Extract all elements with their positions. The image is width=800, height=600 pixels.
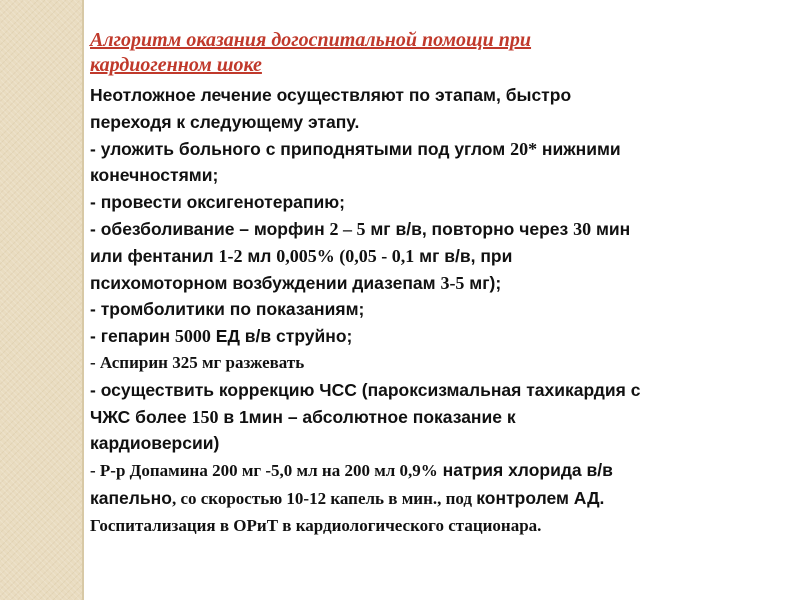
step-3-interval: 30 — [573, 218, 592, 239]
step-8-text-c: капельно — [90, 487, 172, 508]
step-2-line: - провести оксигенотерапию; — [90, 192, 345, 213]
step-5-text-a: - гепарин — [90, 326, 175, 347]
intro-line-2: переходя к следующему этапу. — [90, 111, 360, 132]
step-3-concentration: 0,005% (0,05 - 0,1 — [276, 245, 415, 266]
slide-title — [90, 28, 780, 78]
title-line-2: кардиогенном шоке — [90, 54, 262, 76]
step-3-text-f: мг в/в, при — [414, 245, 513, 266]
step-3-text-e: мл — [242, 245, 277, 266]
slide-body — [90, 82, 780, 540]
step-7-line-2 — [90, 404, 780, 431]
step-8-line-1 — [90, 457, 780, 485]
step-3-dose-morphine: 2 – 5 — [329, 218, 366, 239]
step-1-text-b: нижними — [537, 138, 621, 159]
step-3-line-2 — [90, 243, 780, 270]
step-5-line — [90, 323, 780, 350]
step-6-line: - Аспирин 325 мг разжевать — [90, 352, 305, 372]
step-1-angle: 20* — [510, 138, 538, 159]
step-7-heart-rate: 150 — [191, 406, 219, 427]
step-8-text-a: - Р-р Допамина 200 мг -5,0 мл на 200 мл 0,9% — [90, 461, 438, 481]
step-8-text-e: контролем АД. — [476, 487, 605, 508]
step-7-line-3: кардиоверсии) — [90, 433, 220, 454]
step-3-text-c: мин — [591, 218, 631, 239]
step-3-text-d: или фентанил — [90, 245, 219, 266]
intro-line-1: Неотложное лечение осуществляют по этапам, быстро — [90, 85, 572, 105]
step-3-line-1 — [90, 216, 780, 243]
decorative-band-edge — [82, 0, 84, 600]
step-3-text-g: психомоторном возбуждении диазепам — [90, 272, 441, 293]
step-7-text-b: ЧЖС более — [90, 406, 192, 427]
step-1-line-1 — [90, 136, 780, 163]
hospitalization-line: Госпитализация в ОРиТ в кардиологического стационара. — [90, 515, 542, 535]
step-7-text-c: в 1мин – абсолютное показание к — [218, 406, 516, 427]
step-3-text-b: мг в/в, повторно через — [365, 218, 574, 239]
step-8-line-2 — [90, 485, 780, 513]
step-3-text-h: мг); — [464, 272, 502, 293]
step-5-text-b: ЕД в/в струйно; — [210, 326, 353, 347]
decorative-left-band — [0, 0, 82, 600]
step-3-text-a: - обезболивание – морфин — [90, 218, 330, 239]
step-8-text-d: , со скоростью 10-12 капель в мин., под — [171, 488, 477, 508]
step-7-line-1: - осуществить коррекцию ЧСС (пароксизмальная тахикардия с — [90, 379, 641, 400]
step-3-dose-fentanyl: 1-2 — [218, 245, 243, 266]
step-3-dose-diazepam: 3-5 — [440, 272, 465, 293]
step-1-line-2: конечностями; — [90, 165, 219, 186]
title-line-1: Алгоритм оказания догоспитальной помощи при — [90, 29, 532, 51]
slide-content — [90, 28, 780, 540]
step-3-line-3 — [90, 270, 780, 297]
step-4-line: - тромболитики по показаниям; — [90, 299, 365, 320]
step-5-dose-heparin: 5000 — [174, 326, 211, 347]
step-1-text-a: - уложить больного с приподнятыми под углом — [90, 138, 511, 159]
step-8-text-b: натрия хлорида в/в — [437, 460, 613, 481]
